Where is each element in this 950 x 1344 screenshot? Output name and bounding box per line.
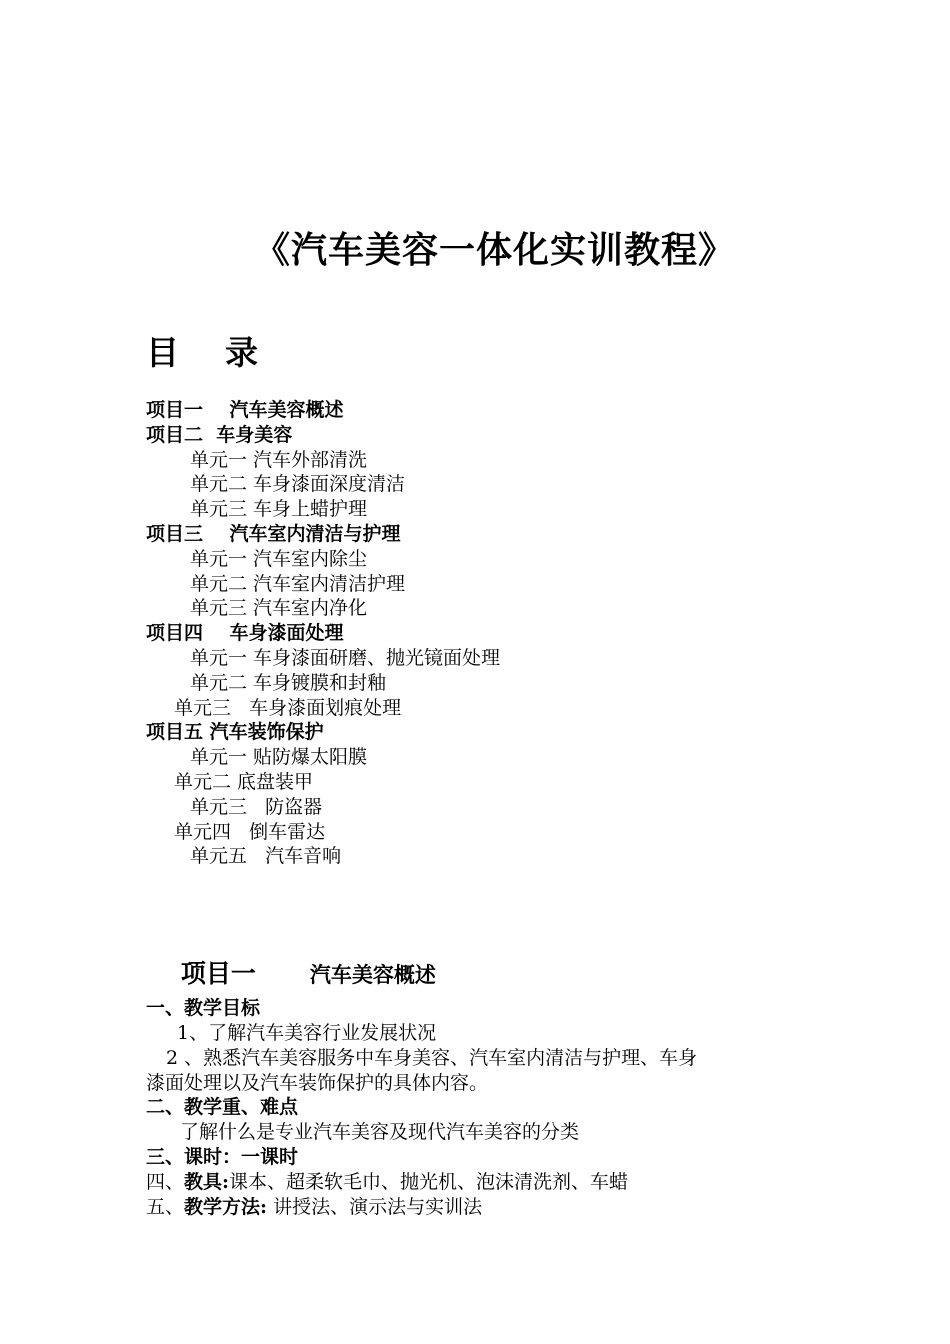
toc-project-entry: 项目一 汽车美容概述 (146, 399, 344, 421)
toc-project-entry: 项目四 车身漆面处理 (146, 622, 344, 645)
toc-project-entry: 项目五 汽车装饰保护 (146, 721, 324, 744)
goal-item-1: 1、了解汽车美容行业发展状况 (177, 1022, 437, 1044)
toc-unit-entry: 单元四 倒车雷达 (174, 820, 326, 843)
toc-project-entry: 项目三 汽车室内清洁与护理 (146, 523, 401, 545)
teaching-tools-prefix: 四、 (146, 1171, 185, 1193)
key-points-heading: 二、教学重、难点 (146, 1096, 299, 1118)
teaching-methods (146, 1195, 482, 1220)
toc-unit-entry: 单元一 贴防爆太阳膜 (190, 746, 368, 769)
toc-unit-entry: 单元三 汽车室内净化 (190, 597, 368, 620)
toc-unit-entry: 单元三 车身上蜡护理 (190, 498, 368, 521)
toc-unit-entry: 单元二 车身镀膜和封釉 (190, 671, 387, 694)
section-subtitle: 汽车美容概述 (309, 962, 436, 987)
goal-item-2-line2: 漆面处理以及汽车装饰保护的具体内容。 (146, 1072, 489, 1094)
toc-unit-entry: 单元五 汽车音响 (190, 845, 342, 868)
teaching-methods-text: 讲授法、演示法与实训法 (267, 1196, 483, 1218)
toc-unit-entry: 单元一 汽车外部清洗 (190, 448, 368, 471)
teaching-methods-prefix: 五、 (146, 1196, 185, 1218)
class-hours: 三、课时：一课时 (146, 1146, 299, 1168)
toc-unit-entry: 单元三 车身漆面划痕处理 (174, 696, 402, 719)
toc-unit-entry: 单元二 车身漆面深度清洁 (190, 473, 406, 496)
goal-heading: 一、教学目标 (146, 997, 261, 1019)
teaching-tools-text: 课本、超柔软毛巾、抛光机、泡沫清洗剂、车蜡 (229, 1171, 629, 1193)
goal-item-2-line1: 2 、熟悉汽车美容服务中车身美容、汽车室内清洁与护理、车身 (166, 1047, 698, 1069)
toc-unit-entry: 单元二 汽车室内清洁护理 (190, 572, 406, 595)
toc-unit-entry: 单元三 防盗器 (190, 795, 323, 818)
document-title: 《汽车美容一体化实训教程》 (254, 229, 736, 271)
key-points-text: 了解什么是专业汽车美容及现代汽车美容的分类 (180, 1121, 580, 1143)
teaching-methods-label: 教学方法: (184, 1196, 268, 1218)
section-title: 项目一 (180, 959, 256, 988)
toc-unit-entry: 单元一 车身漆面研磨、抛光镜面处理 (190, 647, 501, 669)
teaching-tools (146, 1170, 628, 1195)
toc-project-entry: 项目二 车身美容 (146, 423, 293, 446)
toc-heading: 目 录 (146, 333, 258, 372)
toc-unit-entry: 单元二 底盘装甲 (174, 771, 314, 793)
teaching-tools-label: 教具: (184, 1171, 230, 1193)
toc-unit-entry: 单元一 汽车室内除尘 (190, 547, 368, 570)
